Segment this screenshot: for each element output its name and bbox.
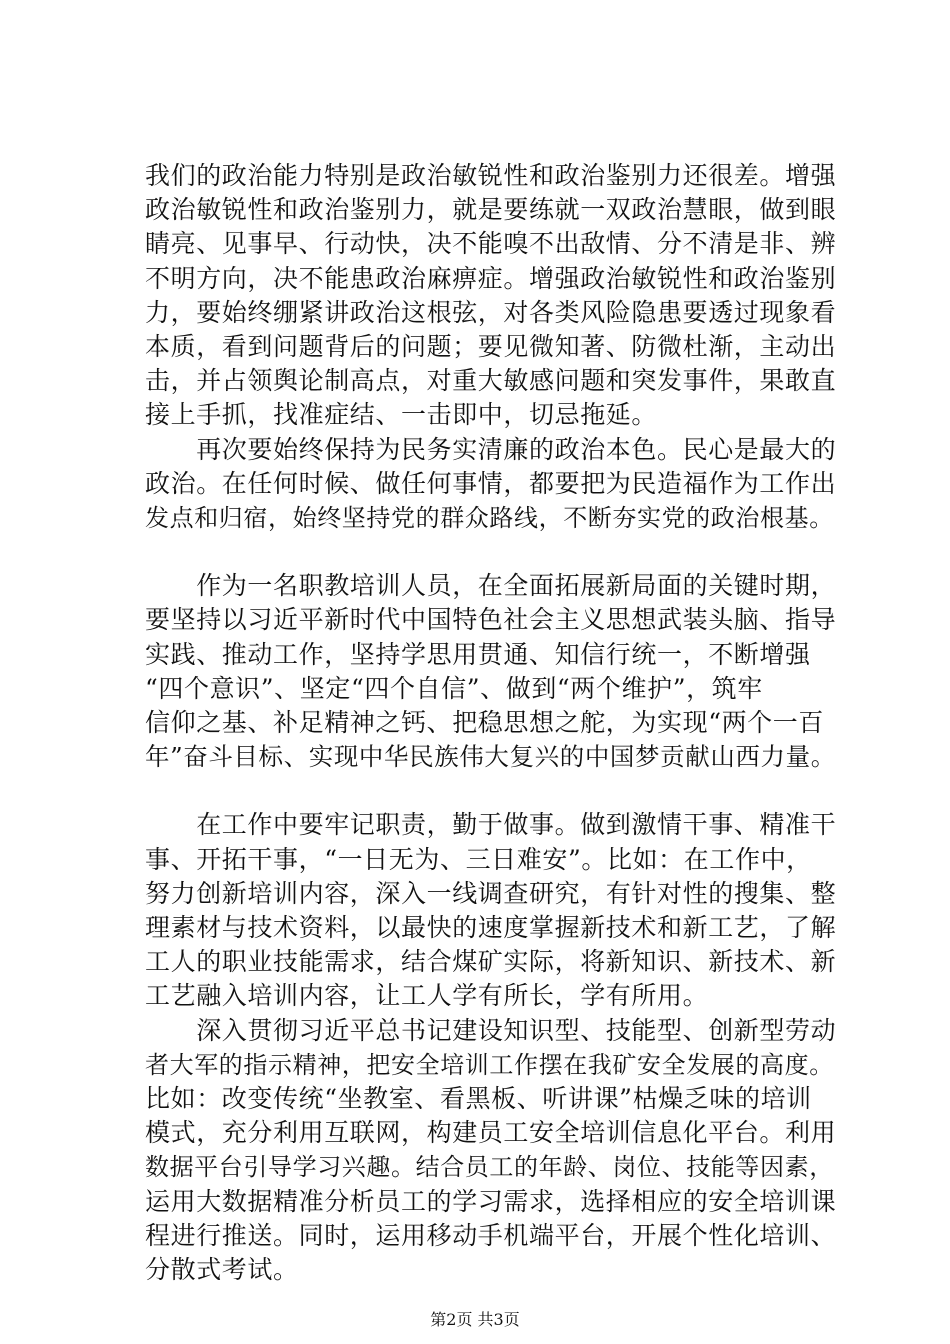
text-line: 接上手抓，找准症结、一击即中，切忌拖延。 xyxy=(145,400,658,429)
text-line: 政治敏锐性和政治鉴别力，就是要练就一双政治慧眼，做到眼 xyxy=(145,195,837,224)
text-line: “四个意识”、坚定“四个自信”、做到“两个维护”，筑牢 xyxy=(145,674,763,703)
text-line: 力，要始终绷紧讲政治这根弦，对各类风险隐患要透过现象看 xyxy=(145,298,837,327)
text-line: 努力创新培训内容，深入一线调查研究，有针对性的搜集、整 xyxy=(145,879,837,908)
text-line: 分散式考试。 xyxy=(145,1255,299,1284)
text-line: 再次要始终保持为民务实清廉的政治本色。民心是最大的 xyxy=(145,435,837,464)
text-line: 比如：改变传统“坐教室、看黑板、听讲课”枯燥乏味的培训 xyxy=(145,1084,812,1113)
text-line: 工艺融入培训内容，让工人学有所长，学有所用。 xyxy=(145,981,709,1010)
text-line: 运用大数据精准分析员工的学习需求，选择相应的安全培训课 xyxy=(145,1187,837,1216)
text-line: 作为一名职教培训人员，在全面拓展新局面的关键时期， xyxy=(145,571,837,600)
text-line: 事、开拓干事，“一日无为、三日难安”。比如：在工作中， xyxy=(145,845,812,874)
text-line: 理素材与技术资料，以最快的速度掌握新技术和新工艺，了解 xyxy=(145,913,837,942)
text-line: 工人的职业技能需求，结合煤矿实际，将新知识、新技术、新 xyxy=(145,947,837,976)
text-line: 发点和归宿，始终坚持党的群众路线，不断夯实党的政治根基。 xyxy=(145,504,834,532)
text-line: 要坚持以习近平新时代中国特色社会主义思想武装头脑、指导 xyxy=(145,605,837,634)
text-line: 政治。在任何时候、做任何事情，都要把为民造福作为工作出 xyxy=(145,469,837,498)
text-line: 睛亮、见事早、行动快，决不能嗅不出敌情、分不清是非、辨 xyxy=(145,229,837,258)
text-line: 不明方向，决不能患政治麻痹症。增强政治敏锐性和政治鉴别 xyxy=(145,264,837,293)
text-line: 模式，充分利用互联网，构建员工安全培训信息化平台。利用 xyxy=(145,1118,837,1147)
text-line: 程进行推送。同时，运用移动手机端平台，开展个性化培训、 xyxy=(145,1221,837,1250)
text-line: 击，并占领舆论制高点，对重大敏感问题和突发事件，果敢直 xyxy=(145,366,837,395)
page-footer: 第2页 共3页 xyxy=(430,1310,520,1329)
text-line: 者大军的指示精神，把安全培训工作摆在我矿安全发展的高度。 xyxy=(145,1051,834,1079)
text-line: 数据平台引导学习兴趣。结合员工的年龄、岗位、技能等因素， xyxy=(145,1153,834,1181)
text-line: 我们的政治能力特别是政治敏锐性和政治鉴别力还很差。增强 xyxy=(145,161,837,190)
text-line: 实践、推动工作，坚持学思用贯通、知信行统一，不断增强 xyxy=(145,640,811,669)
text-line: 年”奋斗目标、实现中华民族伟大复兴的中国梦贡献山西力量。 xyxy=(145,742,836,771)
text-line: 信仰之基、补足精神之钙、把稳思想之舵，为实现“两个一百 xyxy=(145,708,824,737)
text-line: 本质，看到问题背后的问题；要见微知著、防微杜渐，主动出 xyxy=(145,332,837,361)
text-line: 在工作中要牢记职责，勤于做事。做到激情干事、精准干 xyxy=(145,810,837,839)
text-line: 深入贯彻习近平总书记建设知识型、技能型、创新型劳动 xyxy=(145,1016,837,1045)
